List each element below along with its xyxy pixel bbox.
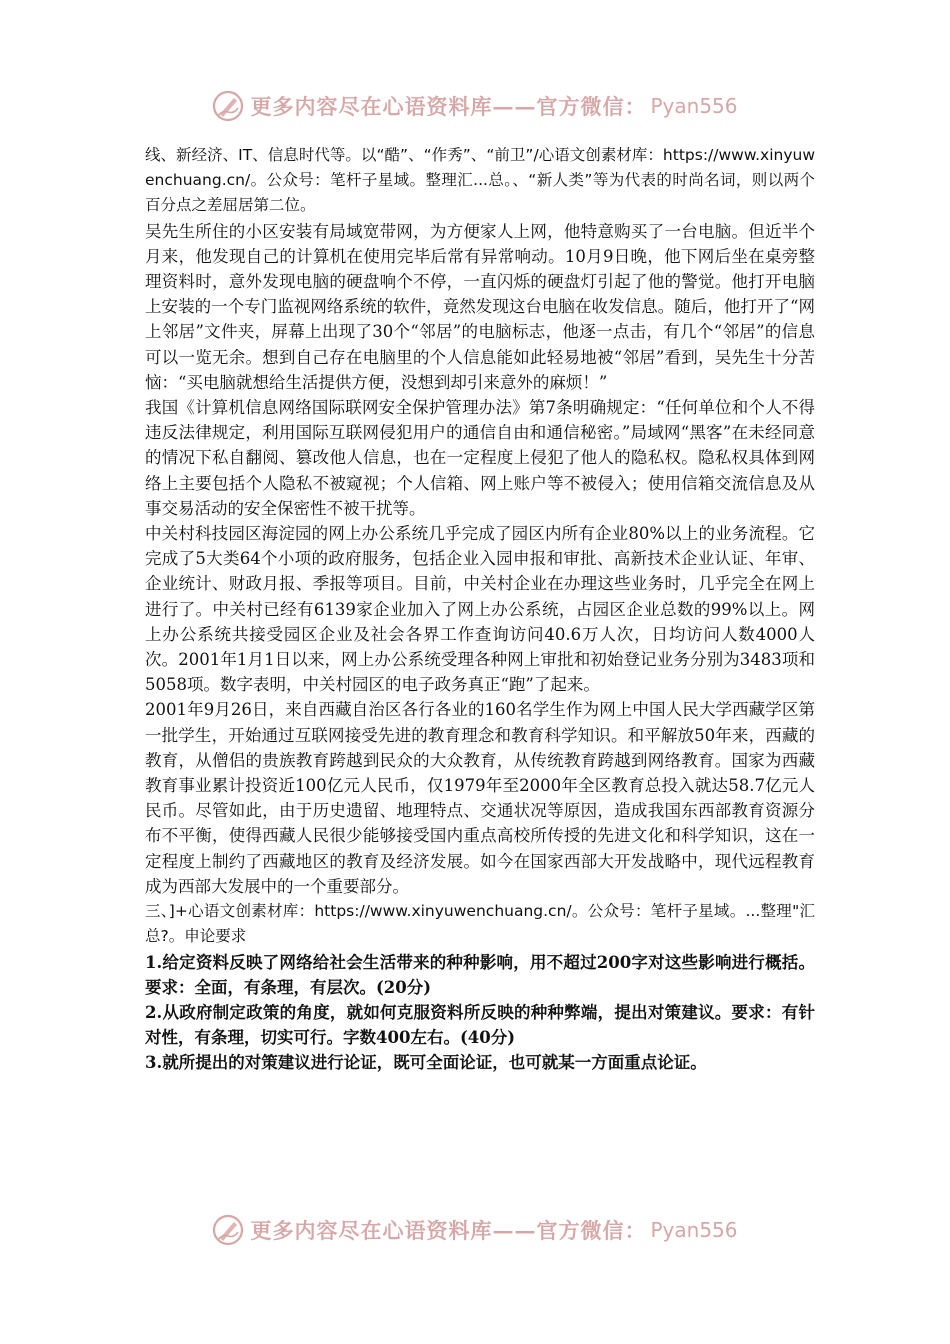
question-2: 2.从政府制定政策的角度，就如何克服资料所反映的种种弊端，提出对策建议。要求：有针对性，有条理，切实可行。字数400左右。(40分) (145, 1002, 815, 1048)
header-banner (0, 86, 950, 126)
document-body (145, 143, 815, 1076)
question-3: 3.就所提出的对策建议进行论证，既可全面论证，也可就某一方面重点论证。 (145, 1053, 707, 1073)
paragraph-material-4: 2001年9月26日，来自西藏自治区各行各业的160名学生作为网上中国人民大学西藏学区第一批学生，开始通过互联网接受先进的教育理念和教育科学知识。和平解放50年来，西藏的教育，从僧侣的贵族教育跨越到民众的大众教育，从传统教育跨越到网络教育。国家为西藏教育事业累计投资近100亿元人民币，仅1979年至2000年全区教育总投入就达58.7亿元人民币。尽管如此，由于历史遗留、地理特点、交通状况等原因，造成我国东西部教育资源分布不平衡，使得西藏人民很少能够接受国内重点高校所传授的先进文化和科学知识，这在一定程度上制约了西藏地区的教育及经济发展。如今在国家西部大开发战略中，现代远程教育成为西部大发展中的一个重要部分。 (145, 700, 815, 896)
pen-logo-icon (212, 1214, 244, 1246)
paragraph-intro: 线、新经济、IT、信息时代等。以“酷”、“作秀”、“前卫”/心语文创素材库：https://www.xinyuwenchuang.cn/。公众号：笔杆子星域。整理汇...总。、“新人类”等为代表的时尚名词，则以两个百分点之差屈居第二位。 (145, 146, 815, 215)
paragraph-material-3: 中关村科技园区海淀园的网上办公系统几乎完成了园区内所有企业80%以上的业务流程。它完成了5大类64个小项的政府服务，包括企业入园申报和审批、高新技术企业认证、年审、企业统计、财政月报、季报等项目。目前，中关村企业在办理这些业务时，几乎完全在网上进行了。中关村已经有6139家企业加入了网上办公系统，占园区企业总数的99%以上。网上办公系统共接受园区企业及社会各界工作查询访问40.6万人次，日均访问人数4000人次。2001年1月1日以来，网上办公系统受理各种网上审批和初始登记业务分别为3483项和5058项。数字表明，中关村园区的电子政务真正“跑”了起来。 (145, 524, 815, 695)
banner-contact: Pyan556 (650, 94, 738, 118)
paragraph-material-2: 我国《计算机信息网络国际联网安全保护管理办法》第7条明确规定：“任何单位和个人不得违反法律规定，利用国际互联网侵犯用户的通信自由和通信秘密。”局域网“黑客”在未经同意的情况下私自翻阅、篡改他人信息，也在一定程度上侵犯了他人的隐私权。隐私权具体到网络上主要包括个人隐私不被窥视；个人信箱、网上账户等不被侵入；使用信箱交流信息及从事交易活动的安全保密性不被干扰等。 (145, 398, 815, 518)
section-heading: 三、]+心语文创素材库：https://www.xinyuwenchuang.cn/。公众号：笔杆子星域。...整理"汇总?。申论要求 (145, 902, 815, 946)
banner-contact: Pyan556 (650, 1218, 738, 1242)
footer-banner (0, 1210, 950, 1250)
banner-slogan: 更多内容尽在心语资料库——官方微信： (250, 94, 647, 119)
paragraph-material-1: 吴先生所住的小区安装有局域宽带网，为方便家人上网，他特意购买了一台电脑。但近半个月来，他发现自己的计算机在使用完毕后常有异常响动。10月9日晚，他下网后坐在桌旁整理资料时，意外发现电脑的硬盘响个不停，一直闪烁的硬盘灯引起了他的警觉。他打开电脑上安装的一个专门监视网络系统的软件，竟然发现这台电脑在收发信息。随后，他打开了“网上邻居”文件夹，屏幕上出现了30个“邻居”的电脑标志，他逐一点击，有几个“邻居”的信息可以一览无余。想到自己存在电脑里的个人信息能如此轻易地被“邻居”看到，吴先生十分苦恼：“买电脑就想给生活提供方便，没想到却引来意外的麻烦！” (145, 221, 815, 392)
banner-slogan: 更多内容尽在心语资料库——官方微信： (250, 1218, 647, 1243)
question-1: 1.给定资料反映了网络给社会生活带来的种种影响，用不超过200字对这些影响进行概括。要求：全面，有条理，有层次。(20分) (145, 952, 815, 997)
pen-logo-icon (212, 90, 244, 122)
